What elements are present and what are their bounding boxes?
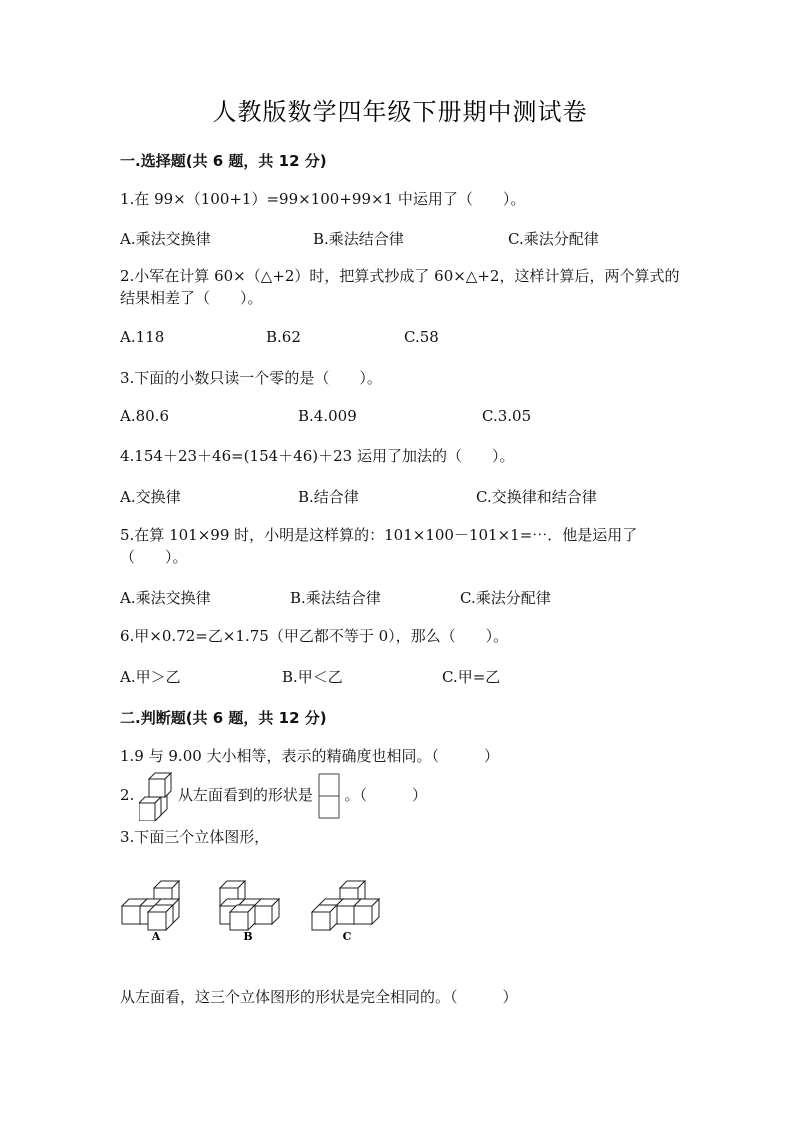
q1-option-c: C.乘法分配律	[508, 230, 599, 248]
left-view-figure	[318, 773, 340, 819]
question-4: 4.154＋23＋46=(154＋46)＋23 运用了加法的（ ）。	[120, 447, 515, 465]
solid-a	[122, 881, 179, 943]
three-solids-figure	[118, 876, 388, 946]
section-2-heading: 二.判断题(共 6 题，共 12 分)	[120, 709, 327, 727]
q5-option-a: A.乘法交换律	[120, 589, 211, 607]
page-title: 人教版数学四年级下册期中测试卷	[212, 98, 588, 126]
q4-option-c: C.交换律和结合律	[476, 488, 597, 506]
section-1-heading: 一.选择题(共 6 题，共 12 分)	[120, 152, 327, 170]
stacked-cubes-figure	[139, 771, 173, 821]
q1-option-b: B.乘法结合律	[313, 230, 404, 248]
solid-b	[220, 881, 279, 943]
q6-option-b: B.甲＜乙	[282, 668, 343, 686]
q3-option-b: B.4.009	[298, 407, 357, 425]
q3-option-a: A.80.6	[120, 407, 169, 425]
solid-a-label: A	[151, 930, 161, 943]
q2-option-c: C.58	[404, 328, 439, 346]
q6-option-c: C.甲=乙	[442, 668, 501, 686]
q5-option-c: C.乘法分配律	[460, 589, 551, 607]
q2-option-b: B.62	[266, 328, 301, 346]
judge-question-1: 1.9 与 9.00 大小相等，表示的精确度也相同。（ ）	[120, 747, 500, 765]
question-5: 5.在算 101×99 时，小明是这样算的：101×100－101×1=⋯．他是运用了（ ）。	[120, 526, 638, 566]
question-3: 3.下面的小数只读一个零的是（ ）。	[120, 369, 382, 387]
question-6: 6.甲×0.72=乙×1.75（甲乙都不等于 0），那么（ ）。	[120, 627, 509, 645]
solid-b-label: B	[243, 930, 253, 943]
q1-option-a: A.乘法交换律	[120, 230, 211, 248]
solid-c	[312, 881, 379, 943]
question-1: 1.在 99×（100+1）=99×100+99×1 中运用了（ ）。	[120, 190, 526, 208]
judge-q2-prefix: 2.	[120, 786, 135, 804]
q5-option-b: B.乘法结合律	[290, 589, 381, 607]
judge-q2-mid: 从左面看到的形状是	[177, 786, 313, 804]
judge-question-3: 3.下面三个立体图形，	[120, 828, 270, 846]
q2-option-a: A.118	[120, 328, 165, 346]
solid-c-label: C	[342, 930, 352, 943]
judge-question-2	[120, 768, 690, 822]
q3-option-c: C.3.05	[482, 407, 532, 425]
question-2: 2.小军在计算 60×（△+2）时，把算式抄成了 60×△+2，这样计算后，两个算式的结果相差了（ ）。	[120, 267, 680, 307]
q4-option-b: B.结合律	[298, 488, 359, 506]
judge-q2-suffix: 。（ ）	[344, 786, 427, 804]
q4-option-a: A.交换律	[120, 488, 181, 506]
q6-option-a: A.甲＞乙	[120, 668, 181, 686]
judge-question-3-statement: 从左面看，这三个立体图形的形状是完全相同的。（ ）	[120, 988, 518, 1006]
